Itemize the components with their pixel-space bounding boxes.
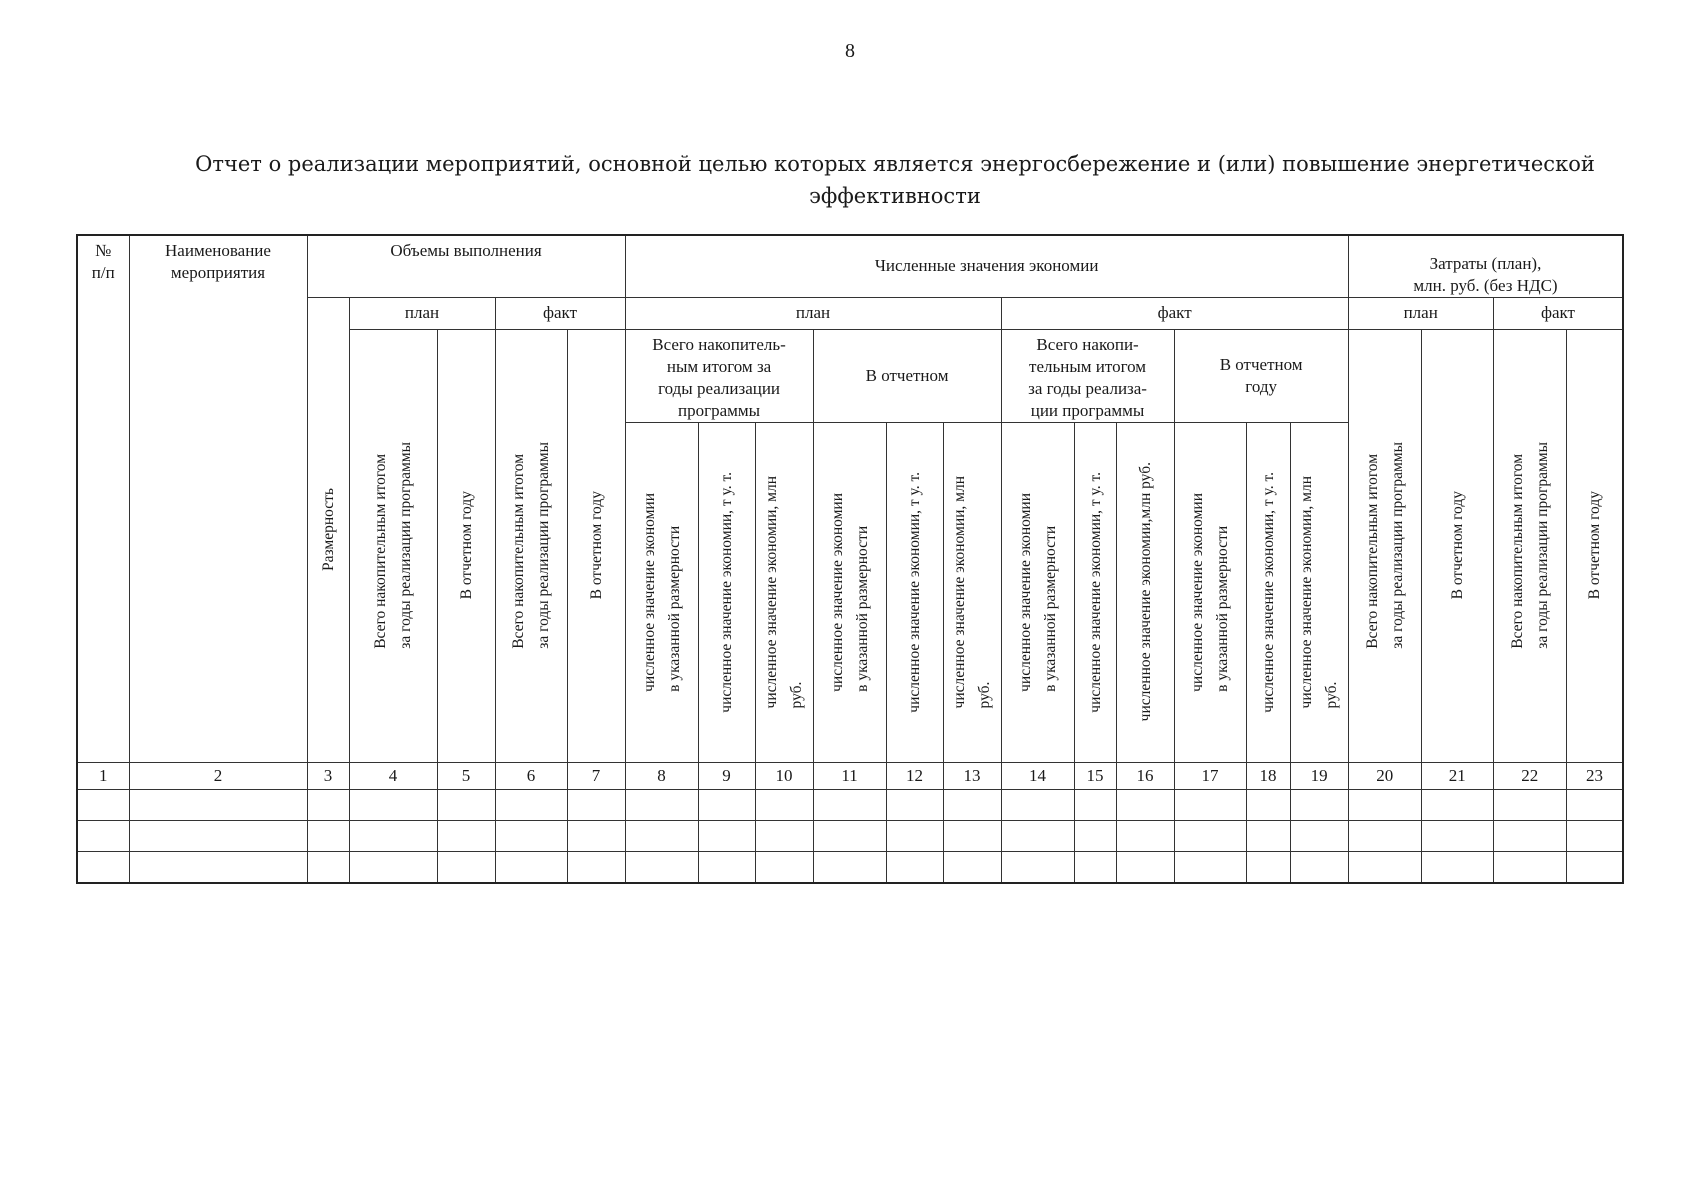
table-cell: [886, 851, 943, 883]
header-costs: Затраты (план), млн. руб. (без НДС): [1348, 235, 1623, 297]
label-col19: численное значение экономии, млн руб.: [1298, 475, 1341, 709]
table-cell: [1116, 820, 1174, 851]
report-table: [76, 234, 1624, 884]
table-row: [77, 820, 1623, 851]
header-unit: [307, 297, 349, 762]
column-number: 15: [1074, 762, 1116, 789]
table-cell: [1348, 820, 1421, 851]
column-number: 13: [943, 762, 1001, 789]
table-cell: [1290, 851, 1348, 883]
label-cost-plan-year: В отчетном году: [1448, 491, 1466, 600]
table-cell: [1001, 789, 1074, 820]
table-cell: [1174, 851, 1246, 883]
header-savings: Численные значения экономии: [625, 235, 1348, 297]
table-cell: [307, 789, 349, 820]
table-cell: [625, 820, 698, 851]
table-cell: [698, 789, 755, 820]
header-volumes-plan: план: [349, 297, 495, 329]
label-col12: численное значение экономии, т у. т.: [906, 471, 924, 713]
header-fact-cumulative: Всего накопи- тельным итогом за годы реализа- ции программы: [1001, 329, 1174, 422]
column-number: 9: [698, 762, 755, 789]
column-number: 11: [813, 762, 886, 789]
table-cell: [1116, 851, 1174, 883]
header-costs-fact: факт: [1493, 297, 1623, 329]
header-fact-reporting-year: В отчетном году: [1174, 329, 1348, 422]
table-cell: [943, 789, 1001, 820]
table-cell: [307, 851, 349, 883]
table-cell: [1246, 820, 1290, 851]
table-cell: [1174, 820, 1246, 851]
header-savings-plan: план: [625, 297, 1001, 329]
table-cell: [1493, 820, 1566, 851]
column-number: 6: [495, 762, 567, 789]
table-cell: [1290, 789, 1348, 820]
table-cell: [1174, 789, 1246, 820]
page-number: 8: [845, 40, 855, 62]
label-cost-plan-cumulative: Всего накопительным итогом за годы реализации программы: [1363, 442, 1406, 649]
table-cell: [1566, 820, 1623, 851]
table-cell: [698, 820, 755, 851]
table-cell: [437, 851, 495, 883]
table-cell: [349, 820, 437, 851]
label-vol-plan-year: В отчетном году: [457, 491, 475, 600]
column-number: 19: [1290, 762, 1348, 789]
table-cell: [437, 789, 495, 820]
table-cell: [567, 820, 625, 851]
table-cell: [755, 820, 813, 851]
table-cell: [567, 851, 625, 883]
label-col15: численное значение экономии, т у. т.: [1086, 471, 1104, 713]
column-number: 4: [349, 762, 437, 789]
table-row: [77, 789, 1623, 820]
column-number: 23: [1566, 762, 1623, 789]
column-number: 8: [625, 762, 698, 789]
table-cell: [1001, 851, 1074, 883]
table-cell: [755, 789, 813, 820]
table-cell: [813, 820, 886, 851]
label-vol-fact-year: В отчетном году: [587, 491, 605, 600]
table-cell: [437, 820, 495, 851]
label-col8: численное значение экономии в указанной размерности: [640, 492, 683, 692]
column-number: 12: [886, 762, 943, 789]
table-cell: [698, 851, 755, 883]
label-col18: численное значение экономии, т у. т.: [1259, 471, 1277, 713]
table-cell: [495, 851, 567, 883]
label-col17: численное значение экономии в указанной размерности: [1189, 492, 1232, 692]
table-cell: [1421, 789, 1493, 820]
table-cell: [307, 820, 349, 851]
column-number: 20: [1348, 762, 1421, 789]
table-cell: [349, 851, 437, 883]
column-number: 1: [77, 762, 129, 789]
table-cell: [129, 820, 307, 851]
table-cell: [886, 820, 943, 851]
table-cell: [1074, 851, 1116, 883]
table-cell: [1421, 820, 1493, 851]
table-cell: [755, 851, 813, 883]
column-number: 10: [755, 762, 813, 789]
label-col9: численное значение экономии, т у. т.: [718, 471, 736, 713]
report-title: Отчет о реализации мероприятий, основной целью которых является энергосбережение и (или) повышение энергетической эффективности: [195, 152, 1595, 208]
label-col10: численное значение экономии, млн руб.: [763, 475, 806, 709]
column-number: 7: [567, 762, 625, 789]
label-col11: численное значение экономии в указанной размерности: [828, 492, 871, 692]
table-cell: [1246, 851, 1290, 883]
table-cell: [1246, 789, 1290, 820]
table-cell: [1493, 851, 1566, 883]
table-row: [77, 851, 1623, 883]
table-cell: [813, 789, 886, 820]
header-savings-fact: факт: [1001, 297, 1348, 329]
label-vol-plan-cumulative: Всего накопительным итогом за годы реализации программы: [372, 442, 414, 649]
header-volumes-fact: факт: [495, 297, 625, 329]
table-cell: [129, 789, 307, 820]
table-cell: [1074, 789, 1116, 820]
table-cell: [495, 820, 567, 851]
column-number: 16: [1116, 762, 1174, 789]
table-cell: [77, 820, 129, 851]
header-plan-cumulative: Всего накопитель- ным итогом за годы реализации программы: [625, 329, 813, 422]
header-plan-reporting: В отчетном: [813, 329, 1001, 422]
table-cell: [1074, 820, 1116, 851]
table-cell: [625, 789, 698, 820]
column-number: 2: [129, 762, 307, 789]
label-col14: численное значение экономии в указанной размерности: [1016, 492, 1059, 692]
table-cell: [349, 789, 437, 820]
table-cell: [567, 789, 625, 820]
table-cell: [625, 851, 698, 883]
label-cost-fact-cumulative: Всего накопительным итогом за годы реализации программы: [1508, 442, 1551, 649]
label-col13: численное значение экономии, млн руб.: [951, 475, 994, 709]
header-costs-plan: план: [1348, 297, 1493, 329]
table-cell: [813, 851, 886, 883]
table-cell: [1348, 789, 1421, 820]
table-cell: [1290, 820, 1348, 851]
label-col16: численное значение экономии,млн руб.: [1136, 462, 1154, 722]
table-cell: [495, 789, 567, 820]
label-vol-fact-cumulative: Всего накопительным итогом за годы реализации программы: [510, 442, 552, 649]
header-num: № п/п: [77, 235, 129, 762]
table-cell: [1001, 820, 1074, 851]
table-cell: [1421, 851, 1493, 883]
column-number: 3: [307, 762, 349, 789]
header-name: Наименование мероприятия: [129, 235, 307, 762]
label-unit: Размерность: [319, 488, 337, 571]
table-cell: [1566, 789, 1623, 820]
column-number-row: [77, 762, 1623, 789]
table-cell: [129, 851, 307, 883]
column-number: 18: [1246, 762, 1290, 789]
table-cell: [1493, 789, 1566, 820]
column-number: 22: [1493, 762, 1566, 789]
table-cell: [943, 820, 1001, 851]
table-cell: [77, 789, 129, 820]
header-volumes: Объемы выполнения: [307, 235, 625, 297]
column-number: 14: [1001, 762, 1074, 789]
table-cell: [1566, 851, 1623, 883]
table-cell: [77, 851, 129, 883]
table-cell: [1116, 789, 1174, 820]
column-number: 17: [1174, 762, 1246, 789]
column-number: 21: [1421, 762, 1493, 789]
column-number: 5: [437, 762, 495, 789]
table-cell: [886, 789, 943, 820]
table-cell: [1348, 851, 1421, 883]
label-cost-fact-year: В отчетном году: [1585, 491, 1603, 600]
table-cell: [943, 851, 1001, 883]
